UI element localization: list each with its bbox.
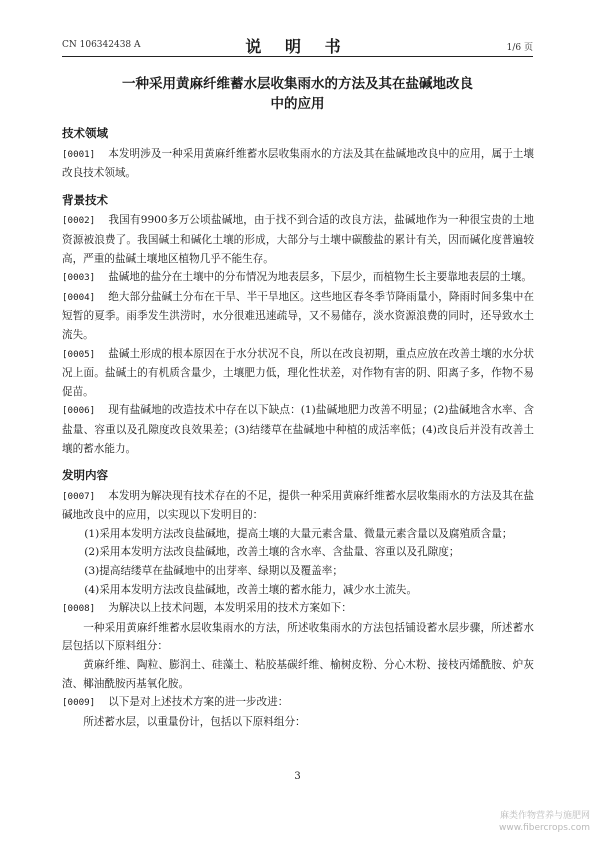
page-label: 1/6 页 [506,43,533,53]
para-number: [0006] [62,405,96,417]
para-text: 我国有9900多万公顷盐碱地，由于找不到合适的改良方法，盐碱地作为一种很宝贵的土地资源被浪费了。我国碱土和碱化土壤的形成，大部分与土壤中碳酸盐的累计有关，因而碱化度普遍较高，严重的盐碱土壤地区植物几乎不能生存。 [62,214,534,265]
objective-item-1: (1)采用本发明方法改良盐碱地，提高土壤的大量元素含量、微量元素含量以及腐殖质含量； [84,527,513,540]
paragraph-0005 [62,345,534,402]
para-text: 为解决以上技术问题，本发明采用的技术方案如下： [108,602,352,615]
paragraph-0006 [62,401,534,458]
para-text: 盐碱地的盐分在土壤中的分布情况为地表层多，下层少，而植物生长主要靠地表层的土壤。 [108,271,532,284]
para-number: [0009] [62,697,96,709]
title-line-1: 一种采用黄麻纤维蓄水层收集雨水的方法及其在盐碱地改良 [122,76,473,92]
header-rule [62,56,533,57]
objective-item-2: (2)采用本发明方法改良盐碱地，改善土壤的含水率、含盐量、容重以及孔隙度； [84,546,460,559]
paragraph-0008-components: 黄麻纤维、陶粒、膨润土、硅藻土、粘胶基碳纤维、榆树皮粉、分心木粉、接枝丙烯酰胺、炉灰渣、椰油酰胺丙基氧化胺。 [62,659,534,690]
document-type: 说 明 书 [245,37,350,56]
objective-item-4: (4)采用本发明方法改良盐碱地，改善土壤的蓄水能力，减少水土流失。 [84,583,418,596]
paragraph-0003 [62,268,534,288]
publication-number: CN 106342438 A [62,40,141,50]
para-text: 本发明涉及一种采用黄麻纤维蓄水层收集雨水的方法及其在盐碱地改良中的应用，属于土壤改良技术领域。 [62,147,534,180]
para-number: [0008] [62,603,96,615]
document-title [62,74,533,114]
para-number: [0002] [62,215,96,227]
para-number: [0007] [62,490,96,502]
paragraph-0002 [62,211,534,268]
para-text: 绝大部分盐碱土分布在干旱、半干旱地区。这些地区春冬季节降雨量小，降雨时间多集中在短暂的夏季。雨季发生洪涝时，水分很难迅速疏导，又不易储存，淡水资源浪费的同时，还导致水土流失。 [62,290,534,341]
paragraph-0009-detail: 所述蓄水层，以重量份计，包括以下原料组分： [83,715,306,728]
objective-item-3: (3)提高结缕草在盐碱地中的出芽率、绿期以及覆盖率； [84,565,343,578]
para-number: [0004] [62,291,96,303]
watermark-line-2: www.fibercrops.com [499,823,590,833]
para-number: [0005] [62,348,96,360]
watermark-line-1: 麻类作物营养与施肥网 [499,811,590,821]
para-text: 以下是对上述技术方案的进一步改进： [108,696,289,709]
watermark [470,810,590,834]
para-text: 盐碱土形成的根本原因在于水分状况不良，所以在改良初期，重点应放在改善土壤的水分状况上面。盐碱土的有机质含量少，土壤肥力低，理化性状差，对作物有害的阴、阳离子多，作物不易促苗。 [62,347,534,398]
page-number: 3 [294,771,301,782]
para-number: [0003] [62,272,96,284]
paragraph-0009 [62,693,534,713]
paragraph-0007 [62,487,534,525]
paragraph-0008 [62,599,534,619]
page-header [62,34,533,56]
paragraph-0001 [62,145,534,183]
section-heading-invention: 发明内容 [62,468,108,483]
paragraph-0004 [62,288,534,345]
section-heading-background: 背景技术 [62,192,108,207]
document-body [62,124,534,731]
paragraph-0008-method: 一种采用黄麻纤维蓄水层收集雨水的方法，所述收集雨水的方法包括铺设蓄水层步骤，所述蓄水层包括以下原料组分： [62,621,534,653]
para-text: 现有盐碱地的改造技术中存在以下缺点：(1)盐碱地肥力改善不明显；(2)盐碱地含水率、含盐量、容重以及孔隙度改良效果差；(3)结缕草在盐碱地中种植的成活率低；(4)改良后并没有改善土壤的蓄水能力。 [62,404,534,455]
para-number: [0001] [62,148,96,160]
title-line-2: 中的应用 [270,96,325,112]
section-heading-tech-field: 技术领域 [62,126,108,140]
para-text: 本发明为解决现有技术存在的不足，提供一种采用黄麻纤维蓄水层收集雨水的方法及其在盐碱地改良中的应用，以实现以下发明目的： [62,489,534,522]
